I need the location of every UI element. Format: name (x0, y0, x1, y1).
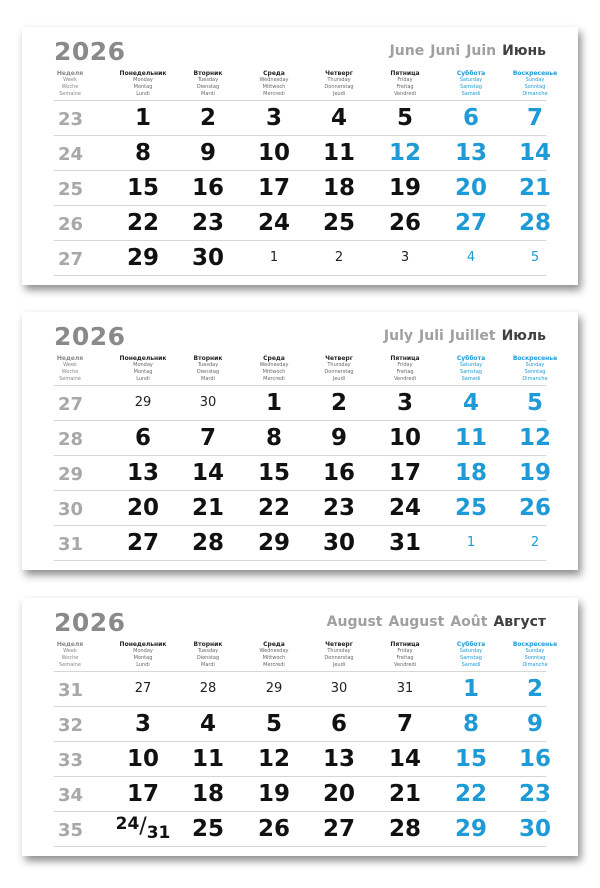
day-cell: 30 (199, 395, 217, 410)
day-cell: 13 (126, 460, 159, 486)
weekday-header-en: Wednesday (259, 362, 289, 368)
weekday-header-de: Freitag (396, 84, 414, 90)
day-cell: 21 (191, 495, 224, 521)
day-part: 31 (146, 823, 171, 843)
weekday-header-fr: Mardi (201, 662, 215, 668)
weekday-header-de: Montag (133, 369, 153, 375)
month-name: Juni (430, 43, 461, 59)
weekday-header-fr: Mercredi (263, 662, 285, 668)
weekday-header-de: Sonntag (524, 369, 546, 375)
day-cell: 13 (322, 746, 355, 772)
day-cell: 2 (330, 390, 347, 416)
row-divider (54, 135, 546, 136)
weekday-header-de: Mittwoch (262, 655, 286, 661)
weekday-header-de: Montag (133, 84, 153, 90)
row-divider (54, 385, 546, 386)
weekday-header-fr: Lundi (136, 662, 150, 668)
row-divider (54, 846, 546, 847)
row-divider (54, 776, 546, 777)
day-cell: 29 (257, 530, 290, 556)
month-name: July (383, 328, 414, 344)
day-cell: 19 (388, 175, 421, 201)
day-cell: 2 (334, 250, 344, 265)
month-name: Juli (419, 328, 444, 344)
day-cell: 2 (530, 535, 540, 550)
weekday-header-en: Friday (397, 362, 413, 368)
day-cell: 3 (400, 250, 410, 265)
day-cell: 30 (518, 816, 551, 842)
row-divider (54, 490, 546, 491)
day-cell: 26 (257, 816, 290, 842)
day-cell: 16 (322, 460, 355, 486)
day-cell: 17 (388, 460, 421, 486)
day-cell: 2 (526, 676, 543, 702)
day-cell: 5 (396, 105, 413, 131)
weekday-header-ru: Воскресенье (512, 70, 558, 77)
weekday-header-ru: Воскресенье (512, 641, 558, 648)
weekday-header-en: Week (63, 648, 77, 654)
month-name: Июль (501, 328, 546, 344)
weekday-header (35, 70, 105, 98)
day-cell: 31 (388, 530, 421, 556)
row-divider (54, 455, 546, 456)
day-cell: 27 (454, 210, 487, 236)
day-cell: 8 (134, 140, 151, 166)
month-name: Juillet (449, 328, 496, 344)
day-cell: 22 (257, 495, 290, 521)
weekday-header-fr: Samedi (461, 91, 481, 97)
weekday-header-fr: Jeudi (332, 376, 346, 382)
week-number: 30 (58, 499, 84, 520)
month-names (378, 328, 546, 344)
day-cell: 14 (191, 460, 224, 486)
day-cell: 11 (322, 140, 355, 166)
weekday-header-ru: Вторник (193, 355, 223, 362)
weekday-header-de: Mittwoch (262, 84, 286, 90)
day-cell: 9 (199, 140, 216, 166)
weekday-header-ru: Неделя (56, 641, 84, 648)
weekday-header-en: Tuesday (197, 362, 219, 368)
month-name: August (326, 614, 383, 630)
month-page (22, 598, 578, 856)
weekday-header-en: Wednesday (259, 77, 289, 83)
week-number: 24 (58, 144, 84, 165)
weekday-header (304, 70, 374, 98)
week-number: 33 (58, 750, 84, 771)
month-name: August (388, 614, 445, 630)
week-number: 27 (58, 394, 84, 415)
day-cell: 29 (265, 681, 283, 696)
weekday-header-en: Wednesday (259, 648, 289, 654)
day-cell: 20 (126, 495, 159, 521)
day-cell: 7 (396, 711, 413, 737)
row-divider (54, 275, 546, 276)
day-part: 24 (115, 814, 140, 834)
weekday-header-en: Thursday (327, 648, 351, 654)
weekday-header-ru: Пятница (390, 355, 420, 362)
weekday-header-de: Samstag (460, 655, 482, 661)
day-cell: 6 (134, 425, 151, 451)
weekday-header-ru: Неделя (56, 355, 84, 362)
month-name: Июнь (502, 43, 546, 59)
weekday-header-ru: Четверг (325, 70, 353, 77)
day-cell: 10 (257, 140, 290, 166)
weekday-header (436, 355, 506, 383)
weekday-header-fr: Mardi (201, 91, 215, 97)
weekday-header-ru: Воскресенье (512, 355, 558, 362)
day-cell: 27 (134, 681, 152, 696)
weekday-header-ru: Пятница (390, 641, 420, 648)
day-cell: 19 (257, 781, 290, 807)
weekday-header-de: Dienstag (196, 655, 220, 661)
weekday-header-en: Tuesday (197, 648, 219, 654)
day-cell: 3 (134, 711, 151, 737)
day-cell: 28 (191, 530, 224, 556)
day-cell: 25 (454, 495, 487, 521)
day-cell: 26 (388, 210, 421, 236)
weekday-header-en: Week (63, 77, 77, 83)
weekday-header-en: Sunday (525, 648, 545, 654)
weekday-header-ru: Понедельник (119, 641, 167, 648)
day-cell: 28 (518, 210, 551, 236)
weekday-header-en: Saturday (459, 362, 483, 368)
day-cell: 14 (388, 746, 421, 772)
weekday-header-en: Thursday (327, 77, 351, 83)
weekday-header-de: Sonntag (524, 84, 546, 90)
weekday-header-en: Sunday (525, 362, 545, 368)
weekday-header-fr: Mercredi (263, 91, 285, 97)
day-cell: 13 (454, 140, 487, 166)
weekday-header-fr: Semaine (59, 662, 81, 668)
row-divider (54, 240, 546, 241)
slash-glyph: / (139, 814, 147, 839)
weekday-header-ru: Среда (263, 70, 285, 77)
weekday-header-fr: Samedi (461, 376, 481, 382)
weekday-header-en: Friday (397, 648, 413, 654)
weekday-header-en: Sunday (525, 77, 545, 83)
day-cell: 3 (265, 105, 282, 131)
row-divider (54, 706, 546, 707)
weekday-header (304, 641, 374, 669)
weekday-header (239, 70, 309, 98)
row-divider (54, 811, 546, 812)
weekday-header-ru: Понедельник (119, 355, 167, 362)
week-number: 26 (58, 214, 84, 235)
weekday-header-ru: Пятница (390, 70, 420, 77)
row-divider (54, 560, 546, 561)
day-cell: 11 (454, 425, 487, 451)
day-cell: 23 (191, 210, 224, 236)
month-name: June (389, 43, 425, 59)
month-name: Август (493, 614, 546, 630)
day-cell: 4 (199, 711, 216, 737)
weekday-header-fr: Dimanche (522, 91, 548, 97)
day-cell: 9 (526, 711, 543, 737)
weekday-header-en: Friday (397, 77, 413, 83)
day-cell: 30 (330, 681, 348, 696)
day-cell: 1 (265, 390, 282, 416)
day-cell: 25 (322, 210, 355, 236)
day-cell: 5 (526, 390, 543, 416)
weekday-header-ru: Четверг (325, 355, 353, 362)
weekday-header-en: Saturday (459, 77, 483, 83)
weekday-header-en: Week (63, 362, 77, 368)
day-cell: 12 (388, 140, 421, 166)
day-cell: 7 (199, 425, 216, 451)
weekday-header-ru: Среда (263, 355, 285, 362)
weekday-header-ru: Вторник (193, 70, 223, 77)
weekday-header-fr: Jeudi (332, 91, 346, 97)
weekday-header (108, 641, 178, 669)
day-cell: 24 (257, 210, 290, 236)
week-number: 32 (58, 715, 84, 736)
day-cell: 12 (518, 425, 551, 451)
weekday-header (35, 355, 105, 383)
day-cell: 5 (265, 711, 282, 737)
day-cell: 1 (466, 535, 476, 550)
day-cell: 25 (191, 816, 224, 842)
day-cell: 6 (330, 711, 347, 737)
day-cell: 23 (518, 781, 551, 807)
day-cell: 3 (396, 390, 413, 416)
weekday-header-fr: Mardi (201, 376, 215, 382)
weekday-header-en: Monday (133, 648, 153, 654)
day-cell (113, 814, 173, 843)
year-label: 2026 (54, 322, 126, 351)
weekday-header-en: Monday (133, 77, 153, 83)
weekday-header (108, 355, 178, 383)
weekday-header-de: Woche (61, 655, 79, 661)
weekday-header-de: Freitag (396, 655, 414, 661)
day-cell: 1 (269, 250, 279, 265)
day-cell: 18 (454, 460, 487, 486)
week-number: 35 (58, 820, 84, 841)
weekday-header-ru: Понедельник (119, 70, 167, 77)
weekday-header-fr: Lundi (136, 376, 150, 382)
weekday-header-de: Woche (61, 369, 79, 375)
weekday-header (173, 355, 243, 383)
day-cell: 10 (126, 746, 159, 772)
weekday-header-ru: Суббота (456, 70, 486, 77)
weekday-header-de: Donnerstag (324, 369, 354, 375)
weekday-header-de: Montag (133, 655, 153, 661)
day-cell: 22 (126, 210, 159, 236)
day-cell: 17 (257, 175, 290, 201)
weekday-header-fr: Samedi (461, 662, 481, 668)
day-cell: 15 (257, 460, 290, 486)
weekday-header (500, 355, 570, 383)
day-cell: 8 (265, 425, 282, 451)
weekday-header (436, 641, 506, 669)
day-cell: 29 (454, 816, 487, 842)
month-name: Juin (466, 43, 497, 59)
day-cell: 20 (454, 175, 487, 201)
weekday-header-fr: Vendredi (393, 91, 417, 97)
weekday-header-ru: Четверг (325, 641, 353, 648)
day-cell: 16 (518, 746, 551, 772)
month-name: Août (450, 614, 488, 630)
day-cell: 11 (191, 746, 224, 772)
week-number: 27 (58, 249, 84, 270)
weekday-header-fr: Dimanche (522, 662, 548, 668)
day-cell: 30 (322, 530, 355, 556)
day-cell: 15 (126, 175, 159, 201)
day-cell: 24 (388, 495, 421, 521)
weekday-header-de: Sonntag (524, 655, 546, 661)
weekday-header (239, 641, 309, 669)
row-divider (54, 420, 546, 421)
day-cell: 1 (462, 676, 479, 702)
day-cell: 29 (126, 245, 159, 271)
week-number: 28 (58, 429, 84, 450)
day-cell: 4 (462, 390, 479, 416)
weekday-header-de: Samstag (460, 84, 482, 90)
weekday-header-fr: Jeudi (332, 662, 346, 668)
day-cell: 28 (199, 681, 217, 696)
day-cell: 4 (466, 250, 476, 265)
day-cell: 30 (191, 245, 224, 271)
weekday-header-ru: Среда (263, 641, 285, 648)
week-number: 29 (58, 464, 84, 485)
weekday-header-de: Freitag (396, 369, 414, 375)
weekday-header (500, 641, 570, 669)
weekday-header (370, 355, 440, 383)
weekday-header (108, 70, 178, 98)
weekday-header-fr: Dimanche (522, 376, 548, 382)
day-cell: 21 (518, 175, 551, 201)
day-cell: 15 (454, 746, 487, 772)
weekday-header-ru: Суббота (456, 641, 486, 648)
day-cell: 4 (330, 105, 347, 131)
week-number: 25 (58, 179, 84, 200)
weekday-header-de: Dienstag (196, 84, 220, 90)
weekday-header-de: Donnerstag (324, 655, 354, 661)
weekday-header-de: Samstag (460, 369, 482, 375)
row-divider (54, 100, 546, 101)
weekday-header-de: Donnerstag (324, 84, 354, 90)
day-cell: 20 (322, 781, 355, 807)
weekday-header-fr: Vendredi (393, 662, 417, 668)
year-label: 2026 (54, 608, 126, 637)
day-cell: 7 (526, 105, 543, 131)
day-cell: 22 (454, 781, 487, 807)
week-number: 23 (58, 109, 84, 130)
day-cell: 31 (396, 681, 414, 696)
row-divider (54, 741, 546, 742)
day-cell: 21 (388, 781, 421, 807)
year-label: 2026 (54, 37, 126, 66)
row-divider (54, 205, 546, 206)
weekday-header-fr: Vendredi (393, 376, 417, 382)
row-divider (54, 170, 546, 171)
weekday-header (173, 70, 243, 98)
weekday-header-ru: Неделя (56, 70, 84, 77)
day-cell: 1 (134, 105, 151, 131)
day-cell: 14 (518, 140, 551, 166)
week-number: 31 (58, 534, 84, 555)
day-cell: 2 (199, 105, 216, 131)
weekday-header-en: Monday (133, 362, 153, 368)
day-cell: 18 (191, 781, 224, 807)
row-divider (54, 525, 546, 526)
weekday-header (370, 641, 440, 669)
month-names (384, 43, 546, 59)
day-cell: 26 (518, 495, 551, 521)
day-cell: 9 (330, 425, 347, 451)
weekday-header (436, 70, 506, 98)
week-number: 31 (58, 680, 84, 701)
day-cell: 5 (530, 250, 540, 265)
day-cell: 19 (518, 460, 551, 486)
weekday-header (173, 641, 243, 669)
weekday-header (35, 641, 105, 669)
day-cell: 17 (126, 781, 159, 807)
day-cell: 28 (388, 816, 421, 842)
day-cell: 6 (462, 105, 479, 131)
day-cell: 18 (322, 175, 355, 201)
day-cell: 12 (257, 746, 290, 772)
weekday-header-fr: Lundi (136, 91, 150, 97)
weekday-header-ru: Суббота (456, 355, 486, 362)
day-cell: 16 (191, 175, 224, 201)
weekday-header-fr: Semaine (59, 376, 81, 382)
weekday-header-de: Mittwoch (262, 369, 286, 375)
day-cell: 23 (322, 495, 355, 521)
weekday-header-ru: Вторник (193, 641, 223, 648)
weekday-header (370, 70, 440, 98)
week-number: 34 (58, 785, 84, 806)
weekday-header (239, 355, 309, 383)
weekday-header-en: Saturday (459, 648, 483, 654)
month-names (321, 614, 546, 630)
weekday-header-en: Tuesday (197, 77, 219, 83)
day-cell: 8 (462, 711, 479, 737)
weekday-header-en: Thursday (327, 362, 351, 368)
day-cell: 10 (388, 425, 421, 451)
weekday-header-fr: Semaine (59, 91, 81, 97)
day-cell: 27 (126, 530, 159, 556)
weekday-header (500, 70, 570, 98)
month-page (22, 312, 578, 570)
day-cell: 29 (134, 395, 152, 410)
day-cell: 27 (322, 816, 355, 842)
weekday-header-fr: Mercredi (263, 376, 285, 382)
weekday-header-de: Woche (61, 84, 79, 90)
month-page (22, 27, 578, 285)
weekday-header-de: Dienstag (196, 369, 220, 375)
weekday-header (304, 355, 374, 383)
row-divider (54, 671, 546, 672)
